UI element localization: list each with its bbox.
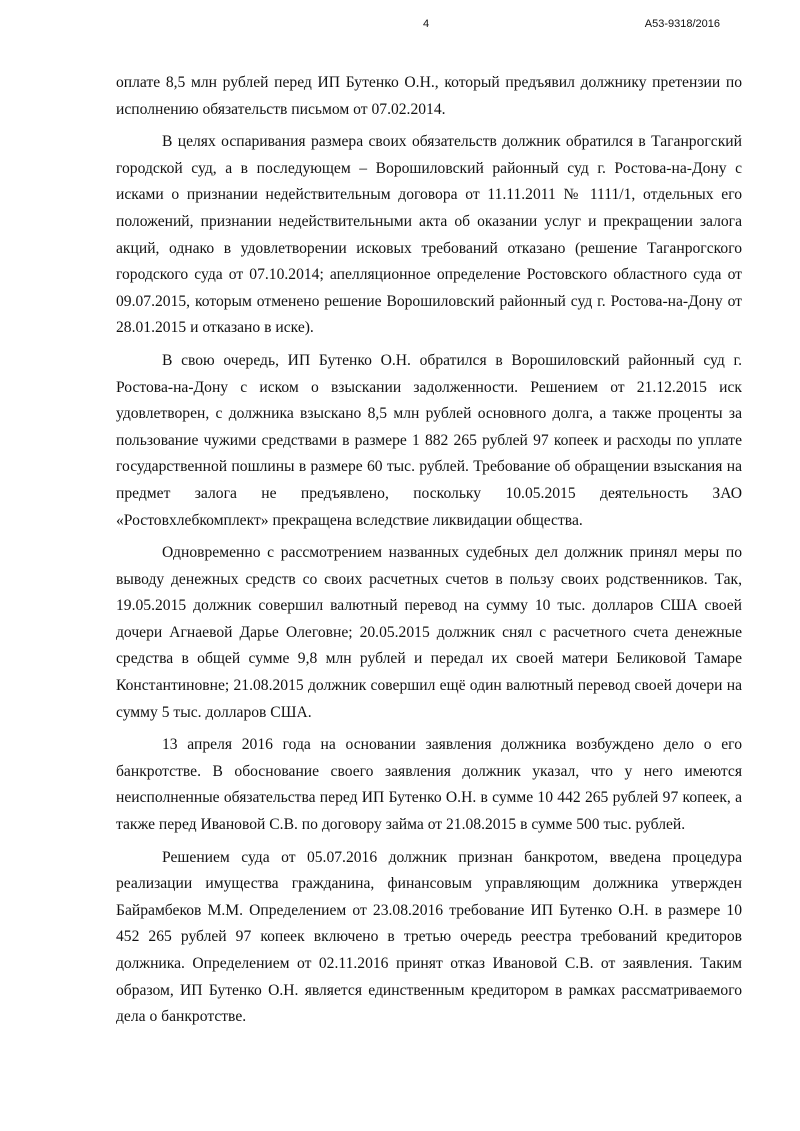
paragraph-creditor-lawsuit: В свою очередь, ИП Бутенко О.Н. обратился в Ворошиловский районный суд г. Ростова-на-Дону с иском о взыскании задолженности. Решением от 21.12.2015 иск удовлетворен, с должника взыскано 8,5 млн рублей основного долга, а также проценты за пользование чужими средствами в размере 1 882 265 рублей 97 копеек и расходы по уплате государственной пошлины в размере 60 тыс. рублей. Требование об обращении взыскания на предмет залога не предъявлено, поскольку 10.05.2015 деятельность ЗАО «Ростовхлебкомплект» прекращена вследствие ликвидации общества.	[116, 351, 742, 529]
paragraph-court-decision: Решением суда от 05.07.2016 должник признан банкротом, введена процедура реализации имущества гражданина, финансовым управляющим должника утвержден Байрамбеков М.М. Определением от 23.08.2016 требование ИП Бутенко О.Н. в размере 10 452 265 рублей 97 копеек включено в третью очередь реестра требований кредиторов должника. Определением от 02.11.2016 принят отказ Ивановой С.В. от заявления. Таким образом, ИП Бутенко О.Н. является единственным кредитором в рамках рассматриваемого дела о банкротстве.	[116, 848, 742, 1026]
paragraph-funds-transfer: Одновременно с рассмотрением названных судебных дел должник принял меры по выводу денежных средств со своих расчетных счетов в пользу своих родственников. Так, 19.05.2015 должник совершил валютный перевод на сумму 10 тыс. долларов США своей дочери Агнаевой Дарье Олеговне; 20.05.2015 должник снял с расчетного счета денежные средства в общей сумме 9,8 млн рублей и передал их своей матери Беликовой Тамаре Константиновне; 21.08.2015 должник совершил ещё один валютный перевод своей дочери на сумму 5 тыс. долларов США.	[116, 544, 742, 721]
case-number: А53-9318/2016	[644, 18, 720, 30]
page-number: 4	[423, 18, 430, 30]
paragraph-dispute-claims: В целях оспаривания размера своих обязательств должник обратился в Таганрогский городской суд, а в последующем – Ворошиловский районный суд г. Ростова-на-Дону с исками о признании недействительным договора от 11.11.2011 № 1111/1, отдельных его положений, признании недействительными акта об оказании услуг и прекращении залога акций, однако в удовлетворении исковых требований отказано (решение Таганрогского городского суда от 07.10.2014; апелляционное определение Ростовского областного суда от 09.07.2015, которым отменено решение Ворошиловский районный суд г. Ростова-на-Дону от 28.01.2015 и отказано в иске).	[116, 133, 742, 337]
paragraph-bankruptcy-case: 13 апреля 2016 года на основании заявления должника возбуждено дело о его банкротстве. В обоснование своего заявления должник указал, что у него имеются неисполненные обязательства перед ИП Бутенко О.Н. в сумме 10 442 265 рублей 97 копеек, а также перед Ивановой С.В. по договору займа от 21.08.2015 в сумме 500 тыс. рублей.	[116, 736, 742, 834]
page-header	[0, 18, 800, 38]
paragraph-continued: оплате 8,5 млн рублей перед ИП Бутенко О.Н., который предъявил должнику претензии по исполнению обязательств письмом от 07.02.2014.	[116, 74, 742, 118]
document-body	[116, 70, 742, 1037]
